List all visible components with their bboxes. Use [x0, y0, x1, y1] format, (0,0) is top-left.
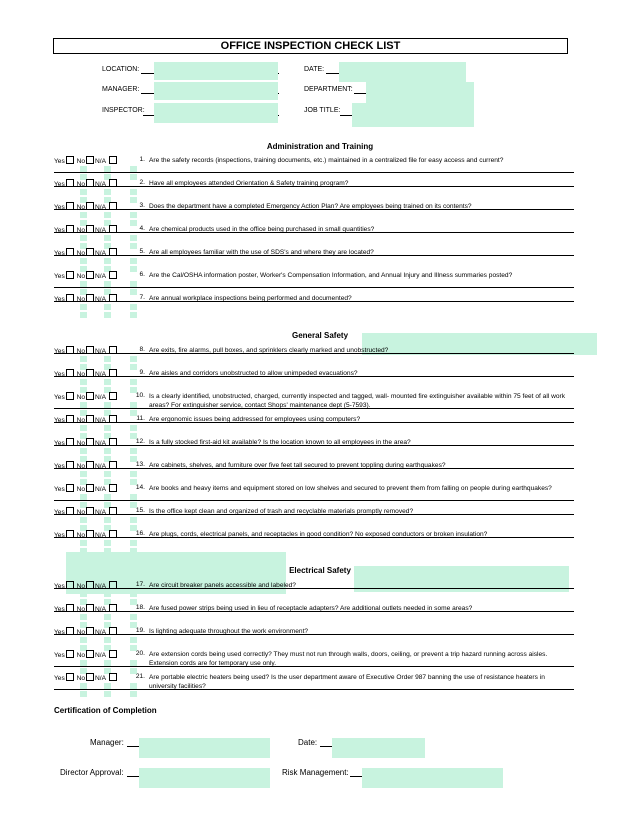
- question-row: [54, 604, 574, 624]
- no-label: No: [76, 440, 86, 447]
- question-number: 11.: [136, 415, 145, 422]
- no-label: No: [76, 204, 86, 211]
- no-label: No: [76, 227, 86, 234]
- yes-label: Yes: [54, 204, 65, 211]
- na-label: N/A: [95, 348, 106, 355]
- question-text: Are fused power strips being used in lieu of receptacle adapters? Are additional outlets needed in some areas?: [149, 605, 473, 612]
- no-label: No: [76, 675, 86, 682]
- question-number: 3.: [139, 202, 145, 209]
- location-label: LOCATION:: [102, 66, 140, 73]
- na-checkbox[interactable]: [109, 392, 117, 400]
- answer-field[interactable]: [104, 189, 111, 195]
- section-title-administration: Administration and Training: [266, 142, 374, 151]
- manager-field[interactable]: [154, 82, 278, 100]
- yes-label: Yes: [54, 273, 65, 280]
- answer-field[interactable]: [130, 425, 137, 431]
- answer-field[interactable]: [104, 448, 111, 454]
- na-label: N/A: [95, 371, 106, 378]
- answer-field[interactable]: [130, 189, 137, 195]
- question-text: Are cabinets, shelves, and furniture over five feet tall secured to prevent toppling during earthquakes?: [149, 462, 446, 469]
- question-text: Does the department have a completed Emergency Action Plan? Are employees being trained on its contents?: [149, 203, 472, 210]
- answer-field[interactable]: [104, 166, 111, 172]
- na-checkbox[interactable]: [109, 484, 117, 492]
- question-text: Are annual workplace inspections being performed and documented?: [149, 295, 352, 302]
- no-label: No: [76, 652, 86, 659]
- no-label: No: [76, 509, 86, 516]
- na-label: N/A: [95, 486, 106, 493]
- answer-field[interactable]: [104, 548, 111, 554]
- no-label: No: [76, 394, 86, 401]
- answer-field[interactable]: [104, 402, 111, 408]
- question-text: Are books and heavy items and equipment stored on low shelves and secured to prevent them from falling on people during earthquakes?: [149, 485, 552, 492]
- inspector-field[interactable]: [154, 103, 278, 123]
- yes-checkbox[interactable]: [66, 271, 74, 279]
- question-number: 20.: [135, 650, 145, 657]
- question-row: [54, 530, 574, 550]
- no-label: No: [76, 273, 86, 280]
- answer-field[interactable]: [104, 691, 111, 697]
- na-label: N/A: [95, 417, 106, 424]
- yes-checkbox[interactable]: [66, 156, 74, 164]
- certification-title: Certification of Completion: [54, 706, 157, 715]
- question-row: [54, 507, 574, 527]
- no-label: No: [76, 158, 86, 165]
- no-label: No: [76, 629, 86, 636]
- question-text: Are aisles and corridors unobstructed to allow unimpeded evacuations?: [149, 370, 358, 377]
- answer-field[interactable]: [80, 312, 87, 318]
- question-row: [54, 392, 574, 412]
- answer-field[interactable]: [130, 494, 137, 500]
- no-label: No: [76, 417, 86, 424]
- answer-field[interactable]: [130, 448, 137, 454]
- answer-field[interactable]: [80, 281, 87, 287]
- answer-field[interactable]: [80, 614, 87, 620]
- answer-options: [54, 271, 118, 280]
- na-checkbox[interactable]: [109, 156, 117, 164]
- no-checkbox[interactable]: [86, 673, 94, 681]
- answer-field[interactable]: [130, 166, 137, 172]
- question-text: Are portable electric heaters being used? Is the user department aware of Executive Order 987 banning the use of resistance heaters in university facilities?: [149, 674, 545, 690]
- section-title-electrical: Electrical Safety: [289, 566, 351, 575]
- yes-label: Yes: [54, 250, 65, 257]
- na-label: N/A: [95, 158, 106, 165]
- answer-field[interactable]: [104, 304, 111, 310]
- question-row: [54, 484, 574, 504]
- answer-field[interactable]: [104, 425, 111, 431]
- answer-field[interactable]: [80, 189, 87, 195]
- answer-field[interactable]: [80, 166, 87, 172]
- no-label: No: [76, 463, 86, 470]
- answer-field[interactable]: [104, 471, 111, 477]
- na-label: N/A: [95, 296, 106, 303]
- question-number: 6.: [139, 271, 145, 278]
- question-number: 10.: [135, 392, 145, 399]
- na-label: N/A: [95, 440, 106, 447]
- job-title-label: JOB TITLE:: [304, 107, 341, 114]
- answer-field[interactable]: [104, 235, 111, 241]
- answer-field[interactable]: [130, 281, 137, 287]
- answer-field[interactable]: [130, 402, 137, 408]
- na-label: N/A: [95, 606, 106, 613]
- no-label: No: [76, 371, 86, 378]
- answer-field[interactable]: [130, 691, 137, 697]
- na-label: N/A: [95, 509, 106, 516]
- question-number: 2.: [139, 179, 145, 186]
- answer-field[interactable]: [104, 494, 111, 500]
- department-field[interactable]: [366, 82, 474, 104]
- no-checkbox[interactable]: [86, 484, 94, 492]
- cert-manager-field[interactable]: [139, 738, 270, 758]
- answer-field[interactable]: [80, 471, 87, 477]
- answer-field[interactable]: [80, 517, 87, 523]
- question-row: [54, 438, 574, 458]
- no-label: No: [76, 181, 86, 188]
- na-label: N/A: [95, 583, 106, 590]
- answer-field[interactable]: [130, 591, 137, 597]
- answer-field[interactable]: [130, 212, 137, 218]
- yes-label: Yes: [54, 629, 65, 636]
- answer-field[interactable]: [104, 212, 111, 218]
- no-label: No: [76, 583, 86, 590]
- answer-field[interactable]: [130, 304, 137, 310]
- no-checkbox[interactable]: [86, 650, 94, 658]
- answer-field[interactable]: [80, 448, 87, 454]
- manager-label: MANAGER:: [102, 86, 140, 93]
- na-label: N/A: [95, 532, 106, 539]
- question-row: [54, 673, 574, 693]
- question-row: [54, 225, 574, 245]
- question-text: Have all employees attended Orientation & Safety training program?: [149, 180, 349, 187]
- answer-field[interactable]: [130, 637, 137, 643]
- question-text: Are exits, fire alarms, pull boxes, and sprinklers clearly marked and unobstructed?: [149, 347, 389, 354]
- yes-checkbox[interactable]: [66, 392, 74, 400]
- na-label: N/A: [95, 181, 106, 188]
- job-title-field[interactable]: [352, 103, 474, 127]
- cert-date-field[interactable]: [332, 738, 425, 758]
- yes-checkbox[interactable]: [66, 484, 74, 492]
- answer-field[interactable]: [104, 312, 111, 318]
- question-row: [54, 650, 574, 670]
- answer-options: [54, 392, 118, 401]
- department-label: DEPARTMENT:: [304, 86, 353, 93]
- no-checkbox[interactable]: [86, 392, 94, 400]
- answer-field[interactable]: [104, 660, 111, 666]
- answer-field[interactable]: [80, 304, 87, 310]
- question-number: 4.: [139, 225, 145, 232]
- question-number: 14.: [135, 484, 145, 491]
- answer-field[interactable]: [104, 540, 111, 546]
- answer-field[interactable]: [104, 637, 111, 643]
- yes-label: Yes: [54, 463, 65, 470]
- answer-field[interactable]: [80, 235, 87, 241]
- no-label: No: [76, 250, 86, 257]
- na-label: N/A: [95, 394, 106, 401]
- question-row: [54, 346, 574, 366]
- answer-field[interactable]: [80, 356, 87, 362]
- question-number: 9.: [139, 369, 145, 376]
- answer-field[interactable]: [130, 356, 137, 362]
- answer-field[interactable]: [104, 356, 111, 362]
- na-checkbox[interactable]: [109, 271, 117, 279]
- question-number: 19.: [135, 627, 145, 634]
- inspector-label: INSPECTOR:: [102, 107, 145, 114]
- yes-label: Yes: [54, 227, 65, 234]
- yes-label: Yes: [54, 486, 65, 493]
- answer-field[interactable]: [80, 683, 87, 689]
- question-row: [54, 294, 574, 314]
- answer-field[interactable]: [130, 683, 137, 689]
- yes-checkbox[interactable]: [66, 650, 74, 658]
- question-row: [54, 156, 574, 176]
- question-text: Is lighting adequate throughout the work environment?: [149, 628, 309, 635]
- answer-field[interactable]: [130, 312, 137, 318]
- question-text: Are the safety records (inspections, training documents, etc.) maintained in a centralized file for easy access and current?: [149, 157, 504, 164]
- answer-field[interactable]: [80, 258, 87, 264]
- question-row: [54, 202, 574, 222]
- answer-field[interactable]: [80, 660, 87, 666]
- answer-field[interactable]: [130, 379, 137, 385]
- answer-field[interactable]: [104, 379, 111, 385]
- question-number: 12.: [135, 438, 145, 445]
- risk-management-field[interactable]: [362, 768, 503, 788]
- yes-checkbox[interactable]: [66, 673, 74, 681]
- section-title-general: General Safety: [291, 331, 349, 340]
- no-label: No: [76, 606, 86, 613]
- answer-field[interactable]: [130, 517, 137, 523]
- answer-options: [54, 156, 118, 165]
- question-row: [54, 248, 574, 268]
- na-label: N/A: [95, 463, 106, 470]
- no-checkbox[interactable]: [86, 271, 94, 279]
- question-number: 1.: [139, 156, 145, 163]
- question-row: [54, 369, 574, 389]
- yes-label: Yes: [54, 371, 65, 378]
- question-number: 13.: [135, 461, 145, 468]
- na-checkbox[interactable]: [109, 673, 117, 681]
- answer-field[interactable]: [80, 379, 87, 385]
- yes-label: Yes: [54, 652, 65, 659]
- no-label: No: [76, 348, 86, 355]
- yes-label: Yes: [54, 583, 65, 590]
- answer-field[interactable]: [130, 660, 137, 666]
- question-number: 21.: [135, 673, 145, 680]
- question-number: 8.: [139, 346, 145, 353]
- na-label: N/A: [95, 675, 106, 682]
- director-approval-label: Director Approval:: [60, 768, 124, 777]
- yes-label: Yes: [54, 394, 65, 401]
- question-number: 15.: [135, 507, 145, 514]
- question-row: [54, 415, 574, 435]
- question-text: Is the office kept clean and organized of trash and recyclable materials promptly removed?: [149, 508, 414, 515]
- na-label: N/A: [95, 204, 106, 211]
- answer-field[interactable]: [80, 540, 87, 546]
- yes-label: Yes: [54, 181, 65, 188]
- question-row: [54, 271, 574, 291]
- na-label: N/A: [95, 227, 106, 234]
- question-text: Are all employees familiar with the use of SDS's and where they are located?: [149, 249, 374, 256]
- question-text: Are circuit breaker panels accessible and labeled?: [149, 582, 296, 589]
- yes-label: Yes: [54, 440, 65, 447]
- na-label: N/A: [95, 629, 106, 636]
- answer-options: [54, 484, 118, 493]
- location-field[interactable]: [154, 62, 278, 80]
- yes-label: Yes: [54, 509, 65, 516]
- no-checkbox[interactable]: [86, 156, 94, 164]
- answer-field[interactable]: [130, 471, 137, 477]
- answer-field[interactable]: [130, 548, 137, 554]
- question-row: [54, 179, 574, 199]
- question-text: Is a clearly identified, unobstructed, charged, currently inspected and tagged, wall- mounted fire extinguisher available within 75 feet of all work areas? For extinguisher service, contact Shops' maintenance dept (5-7593).: [149, 393, 566, 409]
- no-label: No: [76, 532, 86, 539]
- yes-label: Yes: [54, 296, 65, 303]
- na-label: N/A: [95, 250, 106, 257]
- answer-field[interactable]: [80, 494, 87, 500]
- question-text: Are plugs, cords, electrical panels, and receptacles in good condition? No exposed conductors or broken insulation?: [149, 531, 488, 538]
- date-field[interactable]: [339, 62, 466, 82]
- answer-field[interactable]: [104, 517, 111, 523]
- answer-field[interactable]: [130, 614, 137, 620]
- answer-field[interactable]: [80, 212, 87, 218]
- cert-manager-label: Manager:: [90, 738, 124, 747]
- no-label: No: [76, 486, 86, 493]
- question-row: [54, 581, 574, 601]
- question-number: 16.: [135, 530, 145, 537]
- yes-label: Yes: [54, 606, 65, 613]
- question-row: [54, 627, 574, 647]
- answer-field[interactable]: [104, 281, 111, 287]
- yes-label: Yes: [54, 348, 65, 355]
- answer-field[interactable]: [80, 591, 87, 597]
- question-number: 17.: [135, 581, 145, 588]
- na-checkbox[interactable]: [109, 650, 117, 658]
- answer-field[interactable]: [104, 683, 111, 689]
- page-title: OFFICE INSPECTION CHECK LIST: [53, 38, 568, 54]
- risk-management-label: Risk Management:: [282, 768, 349, 777]
- question-text: Are the Cal/OSHA information poster, Worker's Compensation Information, and Annual Injury and Illness summaries posted?: [149, 272, 513, 279]
- yes-label: Yes: [54, 158, 65, 165]
- question-text: Are extension cords being used correctly? They must not run through walls, doors, ceiling, or prevent a trip hazard running across aisles. Extension cords are for temporary use only.: [149, 651, 548, 667]
- answer-options: [54, 673, 118, 682]
- answer-field[interactable]: [104, 258, 111, 264]
- question-text: Are ergonomic issues being addressed for employees using computers?: [149, 416, 361, 423]
- answer-field[interactable]: [80, 637, 87, 643]
- answer-field[interactable]: [80, 425, 87, 431]
- answer-options: [54, 650, 118, 659]
- yes-label: Yes: [54, 417, 65, 424]
- answer-field[interactable]: [104, 614, 111, 620]
- answer-field[interactable]: [130, 258, 137, 264]
- question-number: 5.: [139, 248, 145, 255]
- answer-field[interactable]: [104, 591, 111, 597]
- question-number: 18.: [135, 604, 145, 611]
- no-label: No: [76, 296, 86, 303]
- yes-label: Yes: [54, 675, 65, 682]
- date-label: DATE:: [304, 66, 325, 73]
- question-number: 7.: [139, 294, 145, 301]
- answer-field[interactable]: [130, 540, 137, 546]
- director-approval-field[interactable]: [139, 768, 270, 788]
- na-label: N/A: [95, 273, 106, 280]
- answer-field[interactable]: [80, 402, 87, 408]
- question-text: Is a fully stocked first-aid kit available? Is the location known to all employees in the area?: [149, 439, 411, 446]
- question-text: Are chemical products used in the office being purchased in small quantities?: [149, 226, 375, 233]
- answer-field[interactable]: [80, 548, 87, 554]
- cert-date-label: Date:: [298, 738, 318, 747]
- na-label: N/A: [95, 652, 106, 659]
- yes-label: Yes: [54, 532, 65, 539]
- question-row: [54, 461, 574, 481]
- answer-field[interactable]: [130, 235, 137, 241]
- answer-field[interactable]: [80, 691, 87, 697]
